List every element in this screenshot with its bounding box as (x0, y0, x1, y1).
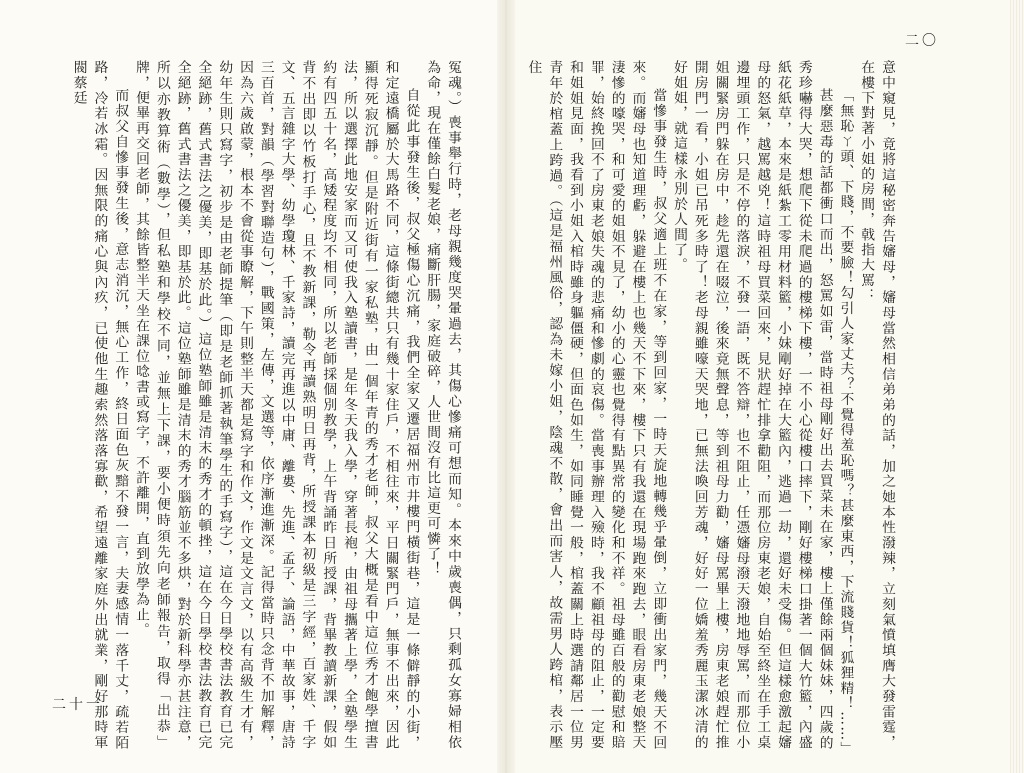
page-number-right: 二〇 (905, 33, 939, 49)
paragraph: 「無恥ㄚ頭、下賤，不要臉！勾引人家丈夫？不覺得羞恥嗎？甚麼東西，下流賤貨！狐狸精！……」 (837, 87, 854, 757)
paragraph: 而叔父自慘事發生後，意志消沉，無心工作，終日面色灰黯不發一言，夫妻感情一落千丈，疏若陌路，冷若冰霜。因無限的痛心與內疚，已使他生趣索然落落寡歡，希望遠離家庭外出就業，剛好那時軍閥蔡廷 (70, 60, 129, 750)
paragraph: 意中窺見，竟將這秘密奔告嬸母，嬸母當然相信弟弟的話，加之她本性潑辣，立刻氣憤填膺大發雷霆，在樓下對著小姐的房間，戟指大罵： (858, 60, 895, 750)
right-page-body (525, 60, 897, 757)
page-number-left: 二十一 (52, 697, 103, 713)
paragraph: 冤魂。）喪事舉行時，老母親幾度哭暈過去，其傷心慘痛可想而知。本來中歲喪偶，只剩孤女寡婦相依為命，現在僅餘白髮老娘，痛斷肝腸，家庭破碎，人世間沒有比這更可憐了！ (424, 60, 461, 750)
book-gutter (497, 0, 515, 773)
paragraph: 自從此事發生後，叔父極傷心沉痛，我們全家又遷居福州市井樓門橫街巷，這是一條僻靜的小街，和定遠橋屬於大馬路不同，這條街總共只有幾十家住戶，不相往來，平日關緊門戶，無事不出來，因此顯得死寂沉靜。但是附近街有一家私塾，由一個年青的秀才老師，叔父大概是看中這位秀才飽學擅書法，所以選擇此地安家而又可使我入塾讀書，是年冬天我入學，穿著長袍，由祖母攜著上學，全塾學生約有四五十名，高矮程度均不相同，所以老師採個別教學，上午背誦昨日所授課，背畢教讀新課，假如背不出即以竹板打手心，且不教新課，勒令再讀熟明日再背，所授課本初級是三字經，百家姓、千字文、五言雜字大學、幼學瓊林、千家詩，讀完再進以中庸、離婁、先進、孟子、論語，中華故事，唐詩三百首，對韻（學習對聯造句），戰國策，左傳，文選等，依序漸進漸深。記得當時只念背不加解釋，因為六歲啟蒙，根本不會從事瞭解，下午則整半天都是寫字和作文，作文是文言文，以有高級生才有，幼年生則只寫字，初步是由老師提筆（即是老師抓著執筆學生的手寫字），這在今日學校書法教育已完全絕跡，舊式書法之優美，即基於此。）這位塾師雖是清末的秀才的頓挫，這在今日學校書法教育已完全絕跡，舊式書法之優美，即基於此。這位塾師雖是清末的秀才腦筋並不多烘，對於新科學亦甚注意，所以亦教算術（數學），但私塾和學校不同，並無上下課，要小便時須先向老師報告，取得「出恭」牌，便畢再交回老師，其餘皆整半天坐在課位唸書或寫字，不許離開，直到放學為止。 (133, 60, 420, 750)
paragraph: 當慘事發生時，叔父適上班不在家，等到回家，一時天旋地轉幾乎暈倒，立即衝出家門，幾天不回來。而嬸母也知道理虧，躲避在樓上也幾天不下來，樓下只有我還在現場跑來跑去，眼看房東老娘整天淒慘的嚎哭，和可愛的姐姐不見了，幼小的心靈也覺得有點異常的變化和不祥。祖母雖百般的勸慰和賠罪，始終挽回不了房東老娘失魂的悲痛和慘劇的哀傷。當喪事辦理入殮時，我不顧祖母的阻止，一定要和姐姐見面，我看到小姐入棺時雖身軀僵硬，但面色如生，如同睡覺一般，棺蓋關上時選請鄰居一位男青年於棺蓋上跨過。（這是福州風俗，認為未嫁小姐，陰魂不散，會出而害人，故需男人跨棺，表示壓住 (525, 60, 667, 750)
paragraph: 甚麼惡毒的話都衝口而出，怒罵如雷，當時祖母剛好出去買菜未在家，樓上僅餘兩個妹妹，四歲的秀珍嚇得大哭，想爬下從未爬過的樓梯下樓，一不小心從樓口摔下，剛好樓梯口掛著一個大竹籃，內盛紙花紙草，本來是紙紮工零用材料籃，小妹剛好掉在大籃內，逃過一劫，還好未受傷。但這樣愈激起嬸母的怒氣，越罵越兇！這時祖母買菜回來，見狀趕忙排拿勸阻，而那位房東老娘，自始至終坐在手工桌邊埋頭工作，只是不停的落淚，不發一語，既不答辯，也不阻止，任憑嬸母潑天潑地地辱罵，而那位小姐關緊房門躲在房中，趁先還在啜泣，後來竟無聲息，等到祖母力勸，嬸母罵畢上樓，房東老娘趕忙推開房門一看，小姐已吊死多時了！老母親雖嚎天哭地，已無法喚回芳魂，好好一位嬌羞秀麗玉潔冰清的好姐姐，就這樣永別於人間了。 (671, 60, 833, 750)
page-edges (1010, 0, 1024, 773)
